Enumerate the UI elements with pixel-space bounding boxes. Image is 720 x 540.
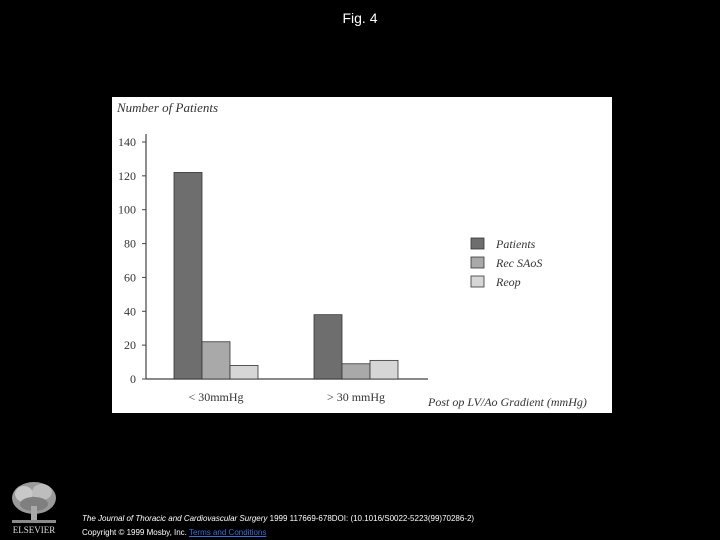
copyright	[82, 528, 266, 537]
citation	[82, 514, 474, 523]
journal-name: The Journal of Thoracic and Cardiovascular Surgery	[82, 514, 268, 523]
legend-swatch	[471, 238, 484, 249]
y-tick-label: 0	[130, 372, 136, 386]
legend-swatch	[471, 276, 484, 287]
legend-label: Patients	[496, 237, 536, 251]
figure-title: Fig. 4	[342, 10, 378, 26]
category-label: > 30 mmHg	[326, 390, 386, 404]
bar-rec-saos	[202, 342, 230, 379]
y-tick-label: 40	[124, 304, 136, 319]
legend-label: Rec SAoS	[496, 256, 543, 270]
y-tick-label: 100	[118, 202, 136, 217]
y-axis-label: Number of Patients	[117, 100, 219, 115]
elsevier-tree-logo	[6, 478, 62, 536]
y-tick-label: 60	[124, 270, 136, 285]
bar-rec-saos	[342, 364, 370, 379]
x-axis-label: Post op LV/Ao Gradient (mmHg)	[428, 395, 587, 409]
bar-reop	[230, 365, 258, 379]
citation-details: 1999 117669-678DOI: (10.1016/S0022-5223(99)70286-2)	[267, 514, 475, 523]
bar-reop	[370, 360, 398, 379]
category-label: < 30mmHg	[188, 390, 244, 404]
bar-patients	[174, 172, 202, 379]
bar-patients	[314, 315, 342, 379]
chart-panel	[112, 97, 612, 413]
y-tick-label: 80	[124, 236, 136, 251]
legend-swatch	[471, 257, 484, 268]
y-tick-label: 20	[124, 338, 136, 353]
y-tick-label: 120	[118, 168, 136, 183]
y-tick-label: 140	[118, 135, 136, 149]
publisher-name: ELSEVIER	[12, 525, 56, 535]
terms-link[interactable]: Terms and Conditions	[188, 528, 267, 537]
bar-chart	[112, 97, 612, 413]
footer	[0, 470, 720, 540]
copyright-text: Copyright © 1999 Mosby, Inc.	[82, 528, 189, 537]
legend-label: Reop	[496, 275, 521, 289]
